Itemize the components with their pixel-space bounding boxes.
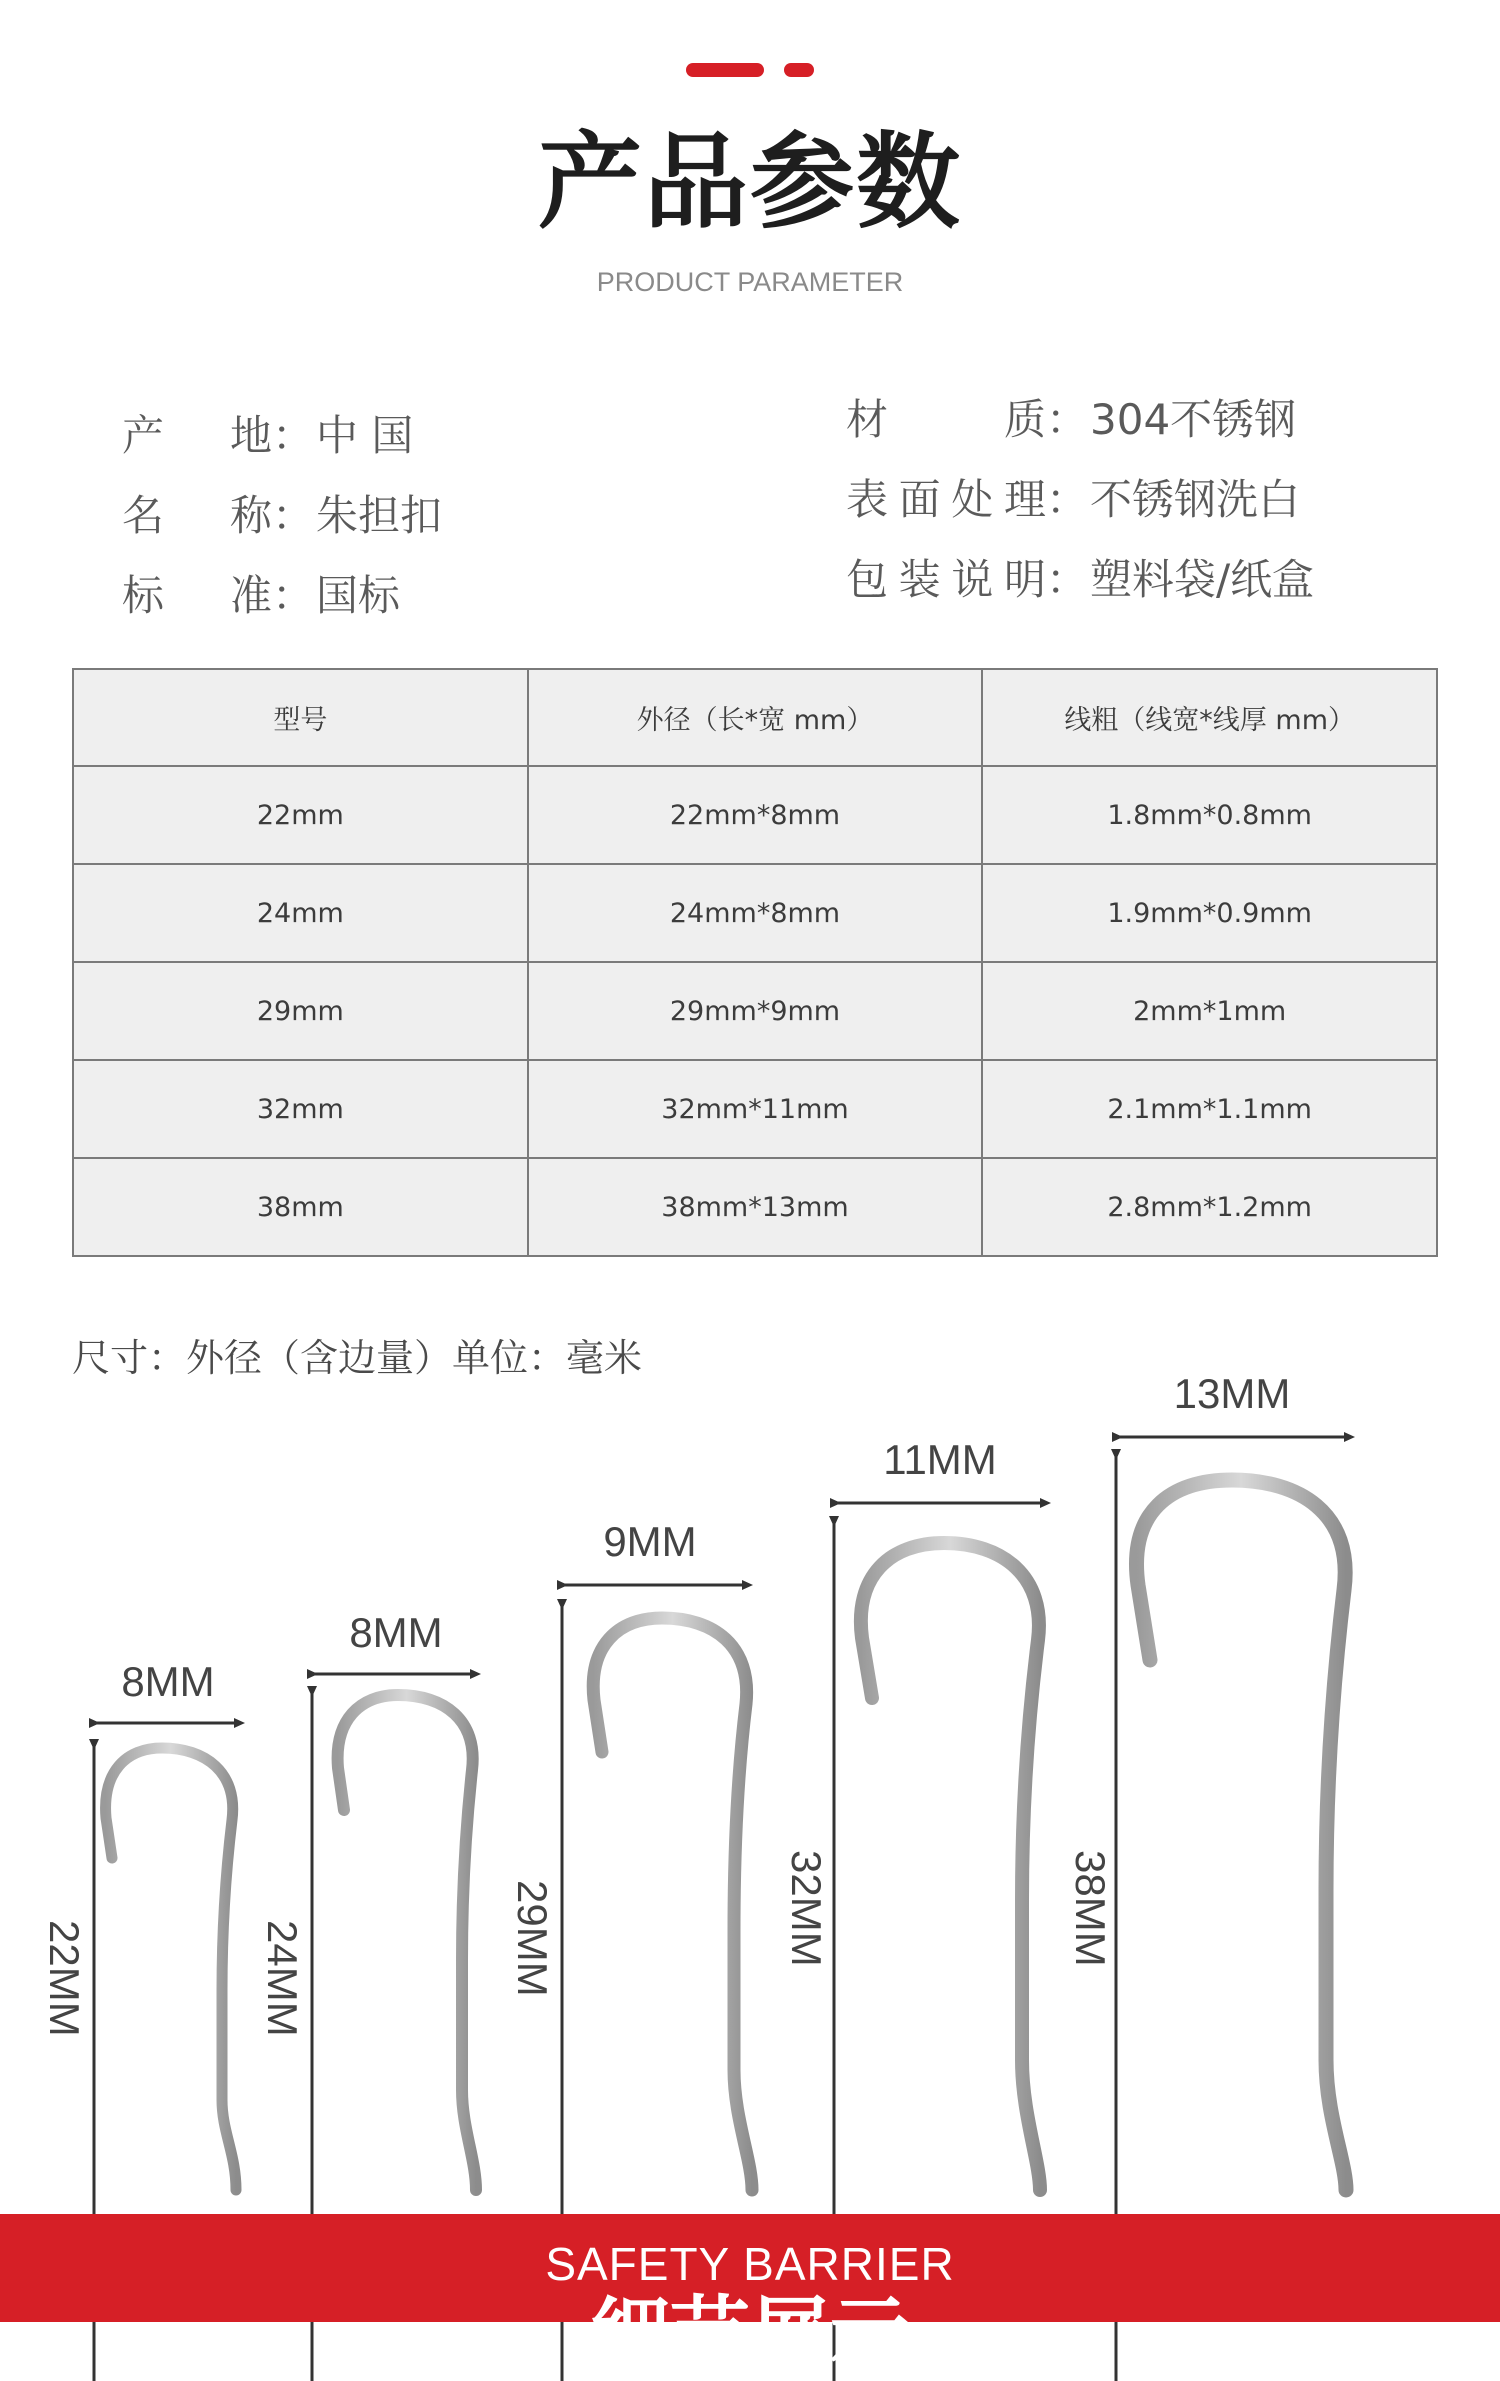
table-row [73,1060,1437,1158]
width-label: 8MM [349,1609,443,1656]
spec-value: 国标 [316,571,401,620]
spec-value: 朱担扣 [316,491,443,540]
table-row [73,766,1437,864]
banner-heading: 细节展示 [590,2288,910,2381]
cell-model: 38mm [73,1158,528,1256]
hook-shape [338,1695,476,2190]
banner-text: SAFETY BARRIER [545,2238,955,2290]
spec-label: 表面处理 [846,475,1046,524]
spec-surface [846,470,1300,530]
hook-shape [1137,1480,1346,2190]
parameter-table [72,668,1438,1257]
spec-value: 塑料袋/纸盒 [1090,555,1315,604]
spec-name [122,486,442,546]
spec-colon: ： [1046,395,1089,444]
title-accent-dot [784,63,814,77]
spec-label: 标准 [122,571,272,620]
header-wire-thickness: 线粗（线宽*线厚 mm） [982,669,1437,766]
cell-outer-diameter: 38mm*13mm [528,1158,983,1256]
header-model: 型号 [73,669,528,766]
width-label: 9MM [603,1518,697,1565]
cell-outer-diameter: 32mm*11mm [528,1060,983,1158]
cell-model: 22mm [73,766,528,864]
cell-wire-thickness: 2mm*1mm [982,962,1437,1060]
cell-wire-thickness: 1.9mm*0.9mm [982,864,1437,962]
cell-model: 29mm [73,962,528,1060]
spec-material [846,390,1296,450]
spec-label: 材质 [846,395,1046,444]
width-label: 11MM [883,1436,997,1483]
spec-value: 不锈钢洗白 [1090,475,1301,524]
page-title: 产品参数 [537,121,962,243]
width-label: 8MM [121,1658,215,1705]
hook-shape [593,1618,752,2190]
cell-outer-diameter: 24mm*8mm [528,864,983,962]
cell-model: 32mm [73,1060,528,1158]
spec-colon: ： [1046,555,1089,604]
cell-outer-diameter: 22mm*8mm [528,766,983,864]
cell-outer-diameter: 29mm*9mm [528,962,983,1060]
spec-origin [122,406,413,466]
page-subtitle: PRODUCT PARAMETER [596,267,904,297]
header-outer-diameter: 外径（长*宽 mm） [528,669,983,766]
length-label: 32MM [783,1850,830,1967]
spec-colon: ： [272,411,315,460]
hook-shape [106,1748,236,2190]
cell-wire-thickness: 1.8mm*0.8mm [982,766,1437,864]
length-label: 24MM [259,1920,306,2037]
hook-shape [861,1543,1040,2190]
length-label: 29MM [509,1880,556,1997]
cell-model: 24mm [73,864,528,962]
spec-packaging [846,550,1314,610]
spec-value: 304不锈钢 [1090,395,1297,444]
section-banner [0,2214,1500,2381]
table-row [73,864,1437,962]
table-row [73,962,1437,1060]
spec-colon: ： [272,571,315,620]
cell-wire-thickness: 2.8mm*1.2mm [982,1158,1437,1256]
cell-wire-thickness: 2.1mm*1.1mm [982,1060,1437,1158]
width-label: 13MM [1173,1370,1291,1417]
title-accent-bar [686,63,764,77]
length-label: 22MM [41,1920,88,2037]
hook-size-illustration [0,1370,1500,2190]
spec-label: 产地 [122,411,272,460]
spec-value: 中 国 [316,411,414,460]
spec-label: 名称 [122,491,272,540]
size-note: 尺寸：外径（含边量）单位：毫米 [72,1336,643,1380]
table-header-row [73,669,1437,766]
spec-colon: ： [1046,475,1089,524]
spec-standard [122,566,400,626]
spec-label: 包装说明 [846,555,1046,604]
length-label: 38MM [1067,1850,1114,1967]
table-row [73,1158,1437,1256]
spec-colon: ： [272,491,315,540]
